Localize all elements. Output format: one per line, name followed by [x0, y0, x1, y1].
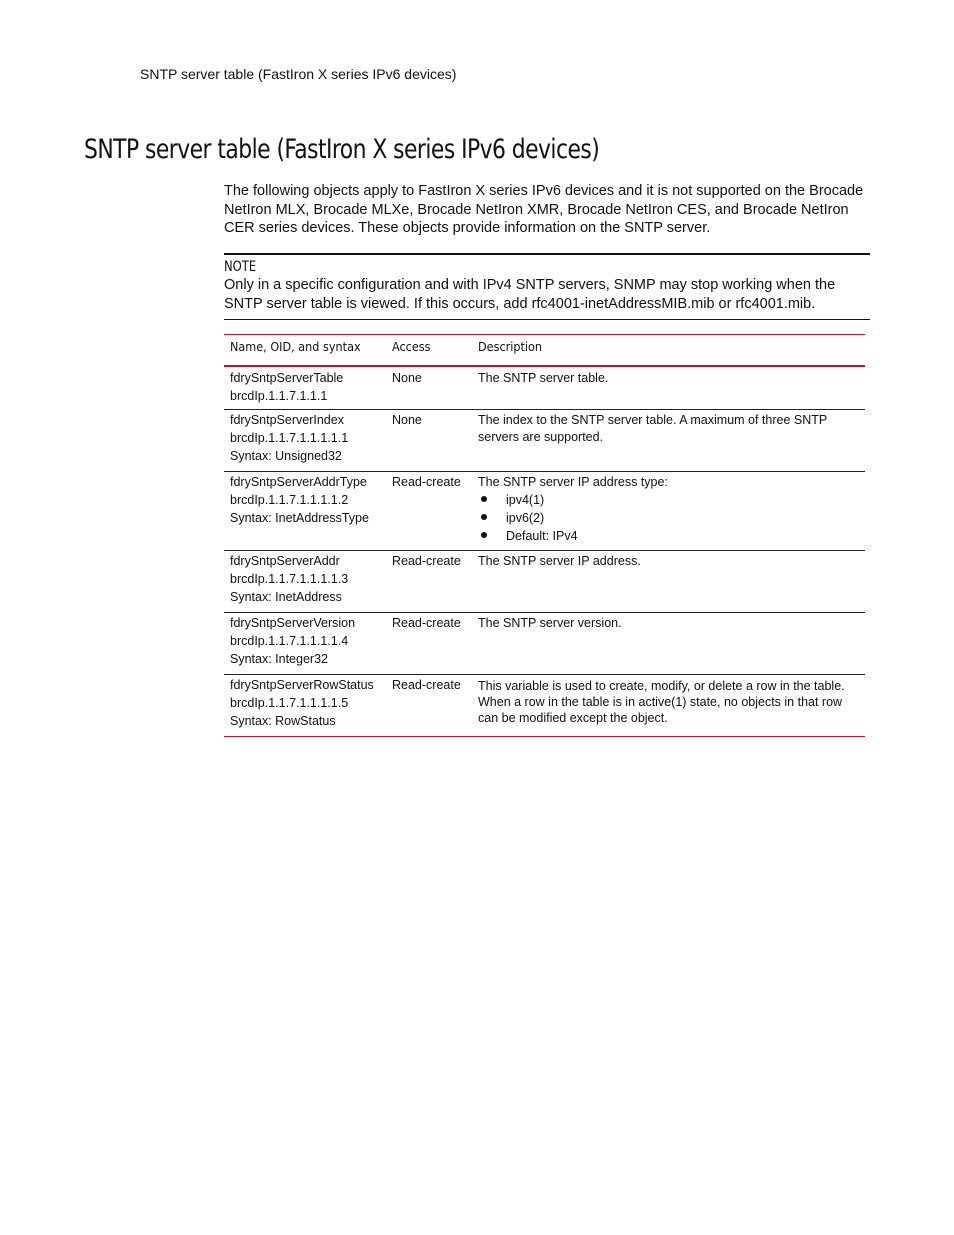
table-row — [224, 674, 865, 736]
name-cell — [224, 409, 386, 471]
description-cell — [472, 471, 865, 550]
object-name: fdrySntpServerIndex — [230, 412, 344, 427]
access-cell: Read-create — [386, 471, 472, 550]
object-syntax: Syntax: RowStatus — [230, 713, 336, 728]
running-header: SNTP server table (FastIron X series IPv6 devices) — [140, 66, 457, 82]
access-cell: Read-create — [386, 612, 472, 674]
access-cell: Read-create — [386, 550, 472, 612]
object-syntax: Syntax: InetAddress — [230, 589, 342, 604]
description-cell: The index to the SNTP server table. A maximum of three SNTP servers are supported. — [472, 409, 865, 471]
name-cell — [224, 674, 386, 736]
table-row — [224, 409, 865, 471]
object-oid: brcdIp.1.1.7.1.1.1.1.3 — [230, 571, 349, 586]
object-syntax: Syntax: Integer32 — [230, 651, 328, 666]
table-row — [224, 366, 865, 409]
objects-table — [224, 334, 865, 737]
description-text: The SNTP server IP address type: — [478, 474, 668, 489]
object-syntax: Syntax: InetAddressType — [230, 510, 369, 525]
object-name: fdrySntpServerRowStatus — [230, 677, 374, 692]
object-name: fdrySntpServerAddrType — [230, 474, 367, 489]
intro-paragraph: The following objects apply to FastIron X series IPv6 devices and it is not supported on the Brocade NetIron MLX, Brocade MLXe, Brocade NetIron XMR, Brocade NetIron CES, and Brocade NetIron CER series devices. These objects provide information on the SNTP server. — [224, 183, 864, 236]
object-oid: brcdIp.1.1.7.1.1.1 — [230, 389, 328, 403]
name-cell — [224, 612, 386, 674]
object-name: fdrySntpServerAddr — [230, 553, 340, 568]
object-name: fdrySntpServerVersion — [230, 615, 356, 630]
table-header-row — [224, 335, 865, 367]
object-name: fdrySntpServerTable — [230, 371, 344, 385]
access-cell: None — [386, 409, 472, 471]
bullet-item: Default: IPv4 — [478, 527, 859, 545]
page-title: SNTP server table (FastIron X series IPv6 devices) — [84, 134, 600, 165]
table-row — [224, 550, 865, 612]
object-oid: brcdIp.1.1.7.1.1.1.1.5 — [230, 695, 349, 710]
table-row — [224, 612, 865, 674]
object-oid: brcdIp.1.1.7.1.1.1.1.2 — [230, 492, 349, 507]
table-row — [224, 471, 865, 550]
bullet-list — [478, 491, 859, 545]
access-cell: None — [386, 366, 472, 409]
header-access: Access — [386, 335, 472, 367]
header-description: Description — [472, 335, 865, 367]
description-cell: This variable is used to create, modify, or delete a row in the table. When a row in the table is in active(1) state, no objects in that row can be modified except the object. — [472, 674, 865, 736]
description-cell: The SNTP server table. — [472, 366, 865, 409]
name-cell — [224, 471, 386, 550]
description-cell: The SNTP server version. — [472, 612, 865, 674]
description-cell: The SNTP server IP address. — [472, 550, 865, 612]
object-oid: brcdIp.1.1.7.1.1.1.1.4 — [230, 633, 349, 648]
object-syntax: Syntax: Unsigned32 — [230, 448, 342, 463]
bullet-item: ipv4(1) — [478, 491, 859, 509]
object-oid: brcdIp.1.1.7.1.1.1.1.1 — [230, 430, 349, 445]
bullet-item: ipv6(2) — [478, 509, 859, 527]
header-name: Name, OID, and syntax — [224, 335, 386, 367]
note-box — [224, 253, 870, 320]
note-text: Only in a specific configuration and with IPv4 SNTP servers, SNMP may stop working when the SNTP server table is viewed. If this occurs, add rfc4001-inetAddressMIB.mib or rfc4001.mib. — [224, 277, 836, 312]
access-cell: Read-create — [386, 674, 472, 736]
note-label: NOTE — [224, 259, 257, 275]
name-cell — [224, 366, 386, 409]
name-cell — [224, 550, 386, 612]
